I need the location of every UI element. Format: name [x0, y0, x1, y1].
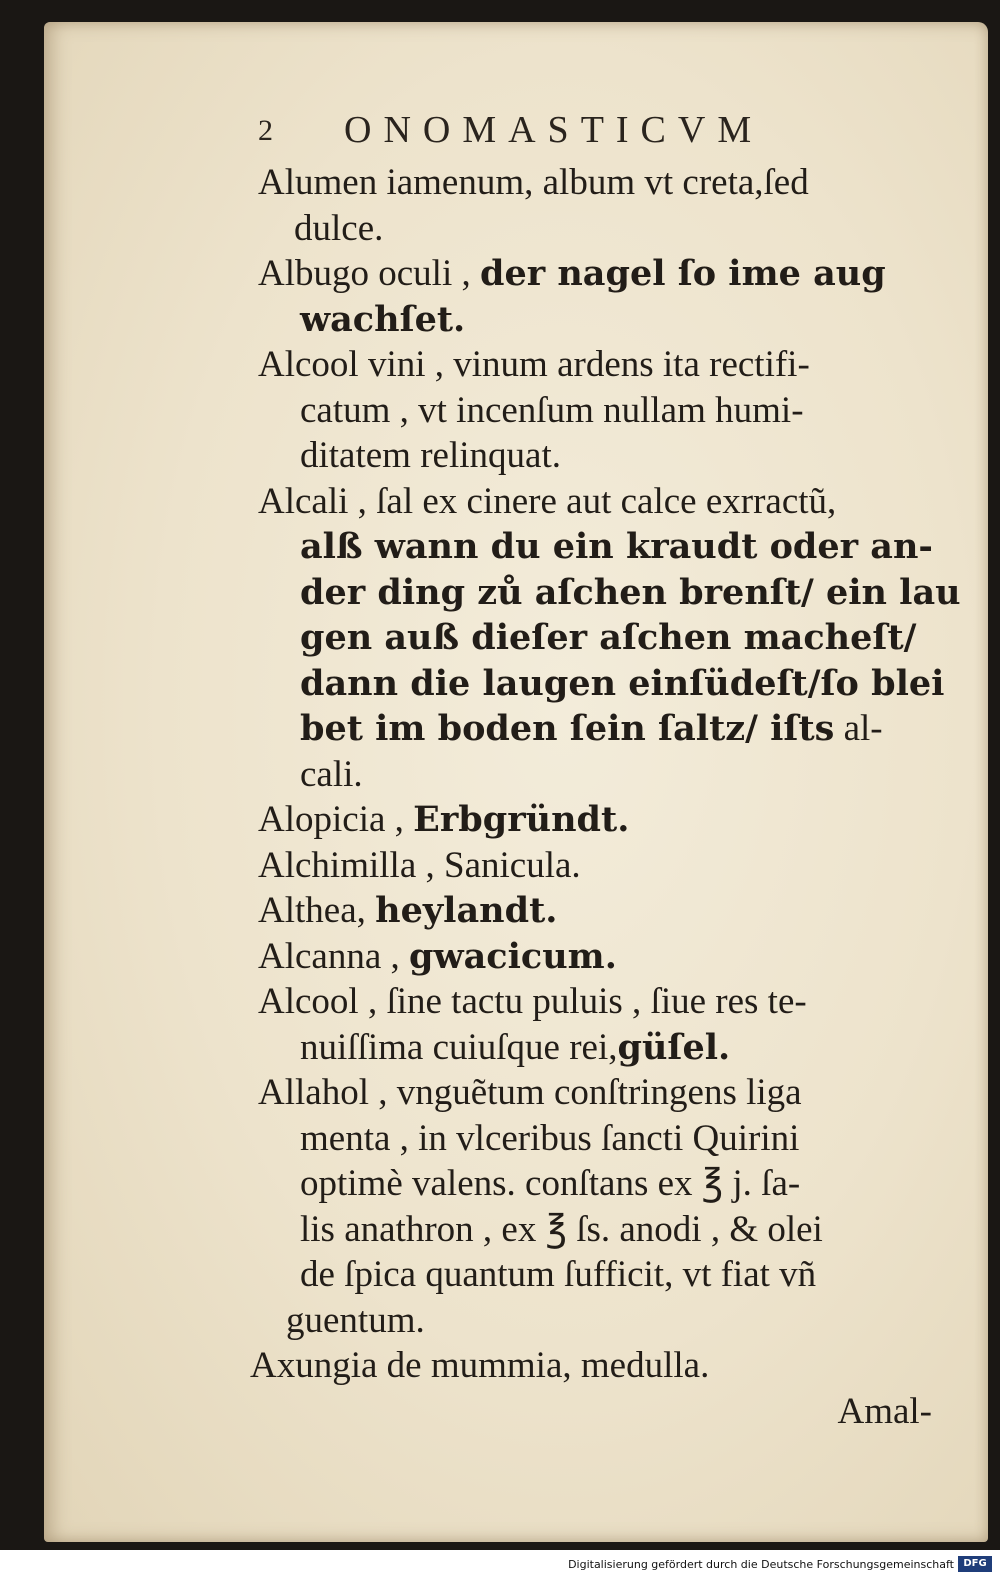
text-line: Alopicia , Erbgründt. — [258, 799, 630, 840]
dfg-logo: DFG — [958, 1556, 992, 1572]
text-line: Alumen iamenum, album vt creta,ſed — [258, 162, 809, 203]
text-line: wachſet. — [300, 298, 466, 340]
text-line: gen auß dieſer aſchen macheſt/ — [300, 617, 917, 658]
text-line: nuiſſima cuiuſque rei,güſel. — [300, 1026, 731, 1068]
running-title: ONOMASTICVM — [344, 109, 764, 151]
text-line: Axungia de mummia, medulla. — [250, 1345, 710, 1386]
page-number: 2 — [258, 114, 273, 147]
text-line: optimè valens. conſtans ex ℥ j. ſa- — [300, 1163, 801, 1204]
text-line: ditatem relinquat. — [300, 435, 561, 476]
text-line: Alchimilla , Sanicula. — [258, 844, 581, 886]
text-line: cali. — [300, 753, 363, 795]
text-line: Althea, heylandt. — [258, 890, 558, 931]
text-line: bet im boden ſein ſaltz/ iſts al- — [300, 708, 883, 749]
text-line: alß wann du ein kraudt oder an- — [300, 526, 933, 567]
text-line: Alcanna , gwacicum. — [258, 935, 617, 977]
catchword: Amal- — [837, 1390, 932, 1432]
text-line: dann die laugen einſüdeſt/ſo blei — [300, 662, 945, 704]
body-text — [250, 160, 961, 1434]
text-line: catum , vt incenſum nullam humi- — [300, 389, 804, 431]
text-line: guentum. — [286, 1299, 425, 1341]
text-line: Allahol , vnguẽtum conſtringens liga — [258, 1072, 802, 1113]
page-header — [258, 108, 858, 154]
text-line: Alcali , ſal ex cinere aut calce exrractũ, — [258, 480, 837, 522]
text-line: menta , in vlceribus ſancti Quirini — [300, 1117, 800, 1159]
digitization-footer — [0, 1550, 1000, 1583]
funding-credit: Digitalisierung gefördert durch die Deutsche Forschungsgemeinschaft — [568, 1558, 954, 1571]
text-line: Alcool vini , vinum ardens ita rectifi- — [258, 344, 810, 385]
text-line: Alcool , ſine tactu puluis , ſiue res te- — [258, 981, 807, 1022]
text-line: Albugo oculi , der nagel ſo ime aug — [258, 253, 886, 294]
text-line: der ding zů aſchen brenſt/ ein lau — [300, 571, 961, 613]
text-line: de ſpica quantum ſufficit, vt fiat vñ — [300, 1254, 817, 1295]
text-line: dulce. — [294, 207, 384, 249]
text-line: lis anathron , ex ℥ ſs. anodi , & olei — [300, 1208, 823, 1250]
